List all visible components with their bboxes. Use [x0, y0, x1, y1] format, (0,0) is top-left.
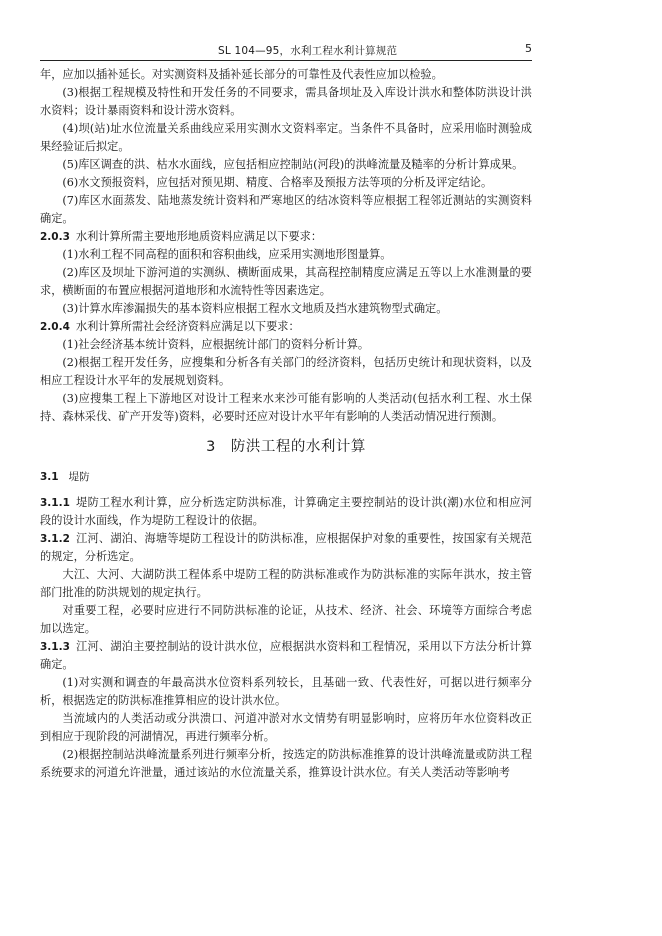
section-number: 3.1	[40, 471, 59, 483]
list-item: (2)根据工程开发任务，应搜集和分析各有关部门的经济资料，包括历史统计和现状资料，以及相应工程设计水平年的发展规划资料。	[40, 356, 532, 387]
list-item: (4)坝(站)址水位流量关系曲线应采用实测水文资料率定。当条件不具备时，应采用临时测验成果经验证后拟定。	[40, 122, 532, 153]
clause-3-1-3	[40, 638, 532, 674]
clause-3-1-1	[40, 494, 532, 530]
section-title: 堤防	[68, 471, 90, 483]
clause-3-1-2	[40, 530, 532, 566]
paragraph: 当流域内的人类活动或分洪溃口、河道冲淤对水文情势有明显影响时，应将历年水位资料改正到相应于现阶段的河湖情况，再进行频率分析。	[40, 712, 532, 743]
clause-number: 2.0.4	[40, 321, 70, 333]
clause-number: 3.1.1	[40, 497, 70, 509]
list-item: (5)库区调查的洪、枯水水面线，应包括相应控制站(河段)的洪峰流量及糙率的分析计算成果。	[62, 158, 524, 171]
clause-2-0-3	[40, 228, 532, 246]
list-item: (3)应搜集工程上下游地区对设计工程来水来沙可能有影响的人类活动(包括水利工程、水土保持、森林采伐、矿产开发等)资料，必要时还应对设计水平年有影响的人类活动情况进行预测。	[40, 392, 532, 423]
running-header	[40, 42, 532, 61]
clause-number: 3.1.2	[40, 533, 70, 545]
page-body	[40, 66, 532, 782]
list-item: (2)库区及坝址下游河道的实测纵、横断面成果，其高程控制精度应满足五等以上水准测量的要求，横断面的布置应根据河道地形和水流特性等因素选定。	[40, 266, 532, 297]
list-item: (1)对实测和调查的年最高洪水位资料系列较长，且基础一致、代表性好，可据以进行频率分析，根据选定的防洪标准推算相应的设计洪水位。	[40, 676, 532, 707]
clause-text: 水利计算所需社会经济资料应满足以下要求：	[75, 320, 300, 333]
paragraph: 大江、大河、大湖防洪工程体系中堤防工程的防洪标准或作为防洪标准的实际年洪水，按主管部门批准的防洪规划的规定执行。	[40, 568, 532, 599]
list-item: (3)计算水库渗漏损失的基本资料应根据工程水文地质及挡水建筑物型式确定。	[62, 302, 448, 315]
list-item: (6)水文预报资料，应包括对预见期、精度、合格率及预报方法等项的分析及评定结论。	[62, 176, 493, 189]
paragraph: 年，应加以插补延长。对实测资料及插补延长部分的可靠性及代表性应加以检验。	[40, 68, 443, 81]
clause-text: 堤防工程水利计算，应分析选定防洪标准，计算确定主要控制站的设计洪(潮)水位和相应河段的设计水面线，作为堤防工程设计的依据。	[40, 496, 532, 527]
clause-text: 水利计算所需主要地形地质资料应满足以下要求：	[75, 230, 323, 243]
list-item: (7)库区水面蒸发、陆地蒸发统计资料和严寒地区的结冰资料等应根据工程邻近测站的实测资料确定。	[40, 194, 532, 225]
list-item: (1)社会经济基本统计资料，应根据统计部门的资料分析计算。	[62, 338, 370, 351]
section-heading	[40, 468, 532, 486]
header-title: SL 104—95，水利工程水利计算规范	[218, 45, 398, 57]
clause-number: 3.1.3	[40, 641, 70, 653]
list-item: (1)水利工程不同高程的面积和容积曲线，应采用实测地形图量算。	[62, 248, 392, 261]
clause-text: 江河、湖泊、海塘等堤防工程设计的防洪标准，应根据保护对象的重要性，按国家有关规范的规定，分析选定。	[40, 532, 532, 563]
list-item: (3)根据工程规模及特性和开发任务的不同要求，需具备坝址及入库设计洪水和整体防洪设计洪水资料；设计暴雨资料和设计涝水资料。	[40, 86, 532, 117]
clause-number: 2.0.3	[40, 231, 70, 243]
clause-text: 江河、湖泊主要控制站的设计洪水位，应根据洪水资料和工程情况，采用以下方法分析计算确定。	[40, 640, 532, 671]
clause-2-0-4	[40, 318, 532, 336]
paragraph: 对重要工程，必要时应进行不同防洪标准的论证，从技术、经济、社会、环境等方面综合考虑加以选定。	[40, 604, 532, 635]
chapter-heading: 3 防洪工程的水利计算	[206, 439, 366, 455]
list-item: (2)根据控制站洪峰流量系列进行频率分析，按选定的防洪标准推算的设计洪峰流量或防洪工程系统要求的河道允许泄量，通过该站的水位流量关系，推算设计洪水位。有关人类活动等影响考	[40, 748, 532, 779]
page-number: 5	[525, 42, 532, 55]
